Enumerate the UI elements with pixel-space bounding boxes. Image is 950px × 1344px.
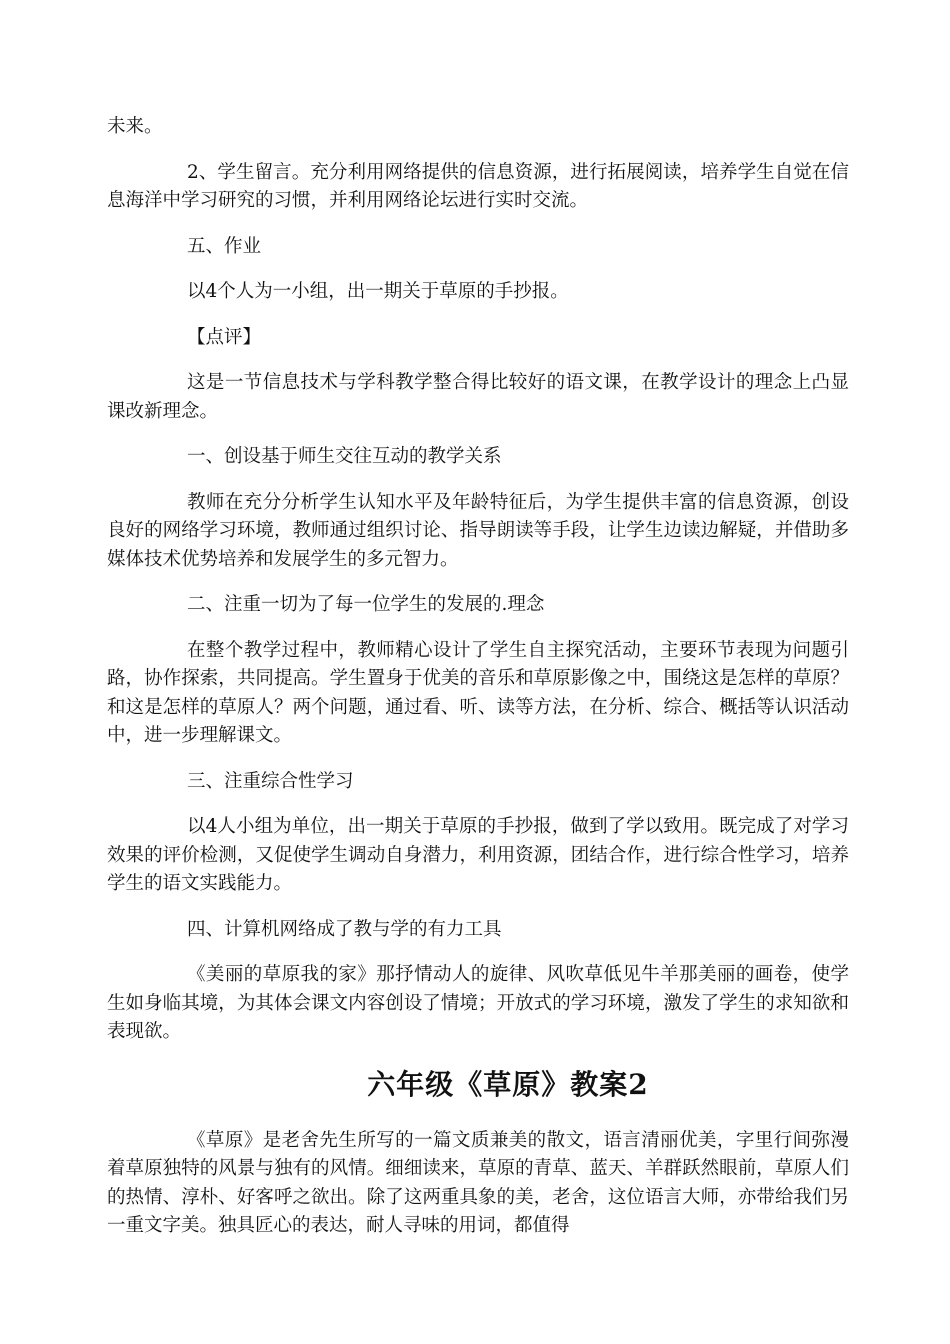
paragraph-point-one: 教师在充分分析学生认知水平及年龄特征后，为学生提供丰富的信息资源，创设良好的网络学习环境，教师通过组织讨论、指导朗读等手段，让学生边读边解疑，并借助多媒体技术优势培养和发展学生的多元智力。 (107, 491, 849, 570)
heading-point-one: 一、创设基于师生交往互动的教学关系 (187, 446, 502, 467)
heading-point-four: 四、计算机网络成了教与学的有力工具 (187, 918, 502, 940)
paragraph-grassland-intro: 《草原》是老舍先生所写的一篇文质兼美的散文，语言清丽优美，字里行间弥漫着草原独特的风景与独有的风情。细细读来，草原的青草、蓝天、羊群跃然眼前，草原人们的热情、淳朴、好客呼之欲出。除了这两重具象的美，老舍，这位语言大师，亦带给我们另一重文字美。独具匠心的表达，耐人寻味的用词，都值得 (107, 1129, 849, 1236)
heading-homework: 五、作业 (187, 235, 262, 257)
paragraph-future: 未来。 (107, 116, 163, 137)
section-title: 六年级《草原》教案2 (367, 1067, 649, 1101)
heading-point-three: 三、注重综合性学习 (187, 770, 354, 792)
paragraph-point-four: 《美丽的草原我的家》那抒情动人的旋律、风吹草低见牛羊那美丽的画卷，使学生如身临其境，为其体会课文内容创设了情境；开放式的学习环境，激发了学生的求知欲和表现欲。 (107, 964, 849, 1042)
paragraph-comment-intro: 这是一节信息技术与学科教学整合得比较好的语文课，在教学设计的理念上凸显课改新理念。 (107, 372, 849, 422)
heading-point-two: 二、注重一切为了每一位学生的发展的.理念 (187, 594, 545, 615)
paragraph-point-three: 以4人小组为单位，出一期关于草原的手抄报，做到了学以致用。既完成了对学习效果的评价检测，又促使学生调动自身潜力，利用资源，团结合作，进行综合性学习，培养学生的语文实践能力。 (107, 816, 849, 894)
paragraph-point-two: 在整个教学过程中，教师精心设计了学生自主探究活动，主要环节表现为问题引路，协作探索，共同提高。学生置身于优美的音乐和草原影像之中，围绕这是怎样的草原？和这是怎样的草原人？两个问题，通过看、听、读等方法，在分析、综合、概括等认识活动中，进一步理解课文。 (107, 639, 849, 746)
document-body (107, 113, 849, 1241)
paragraph-student-message: 2、学生留言。充分利用网络提供的信息资源，进行拓展阅读，培养学生自觉在信息海洋中学习研究的习惯，并利用网络论坛进行实时交流。 (107, 161, 849, 211)
paragraph-homework: 以4个人为一小组，出一期关于草原的手抄报。 (187, 281, 569, 302)
heading-comment: 【点评】 (187, 326, 262, 348)
